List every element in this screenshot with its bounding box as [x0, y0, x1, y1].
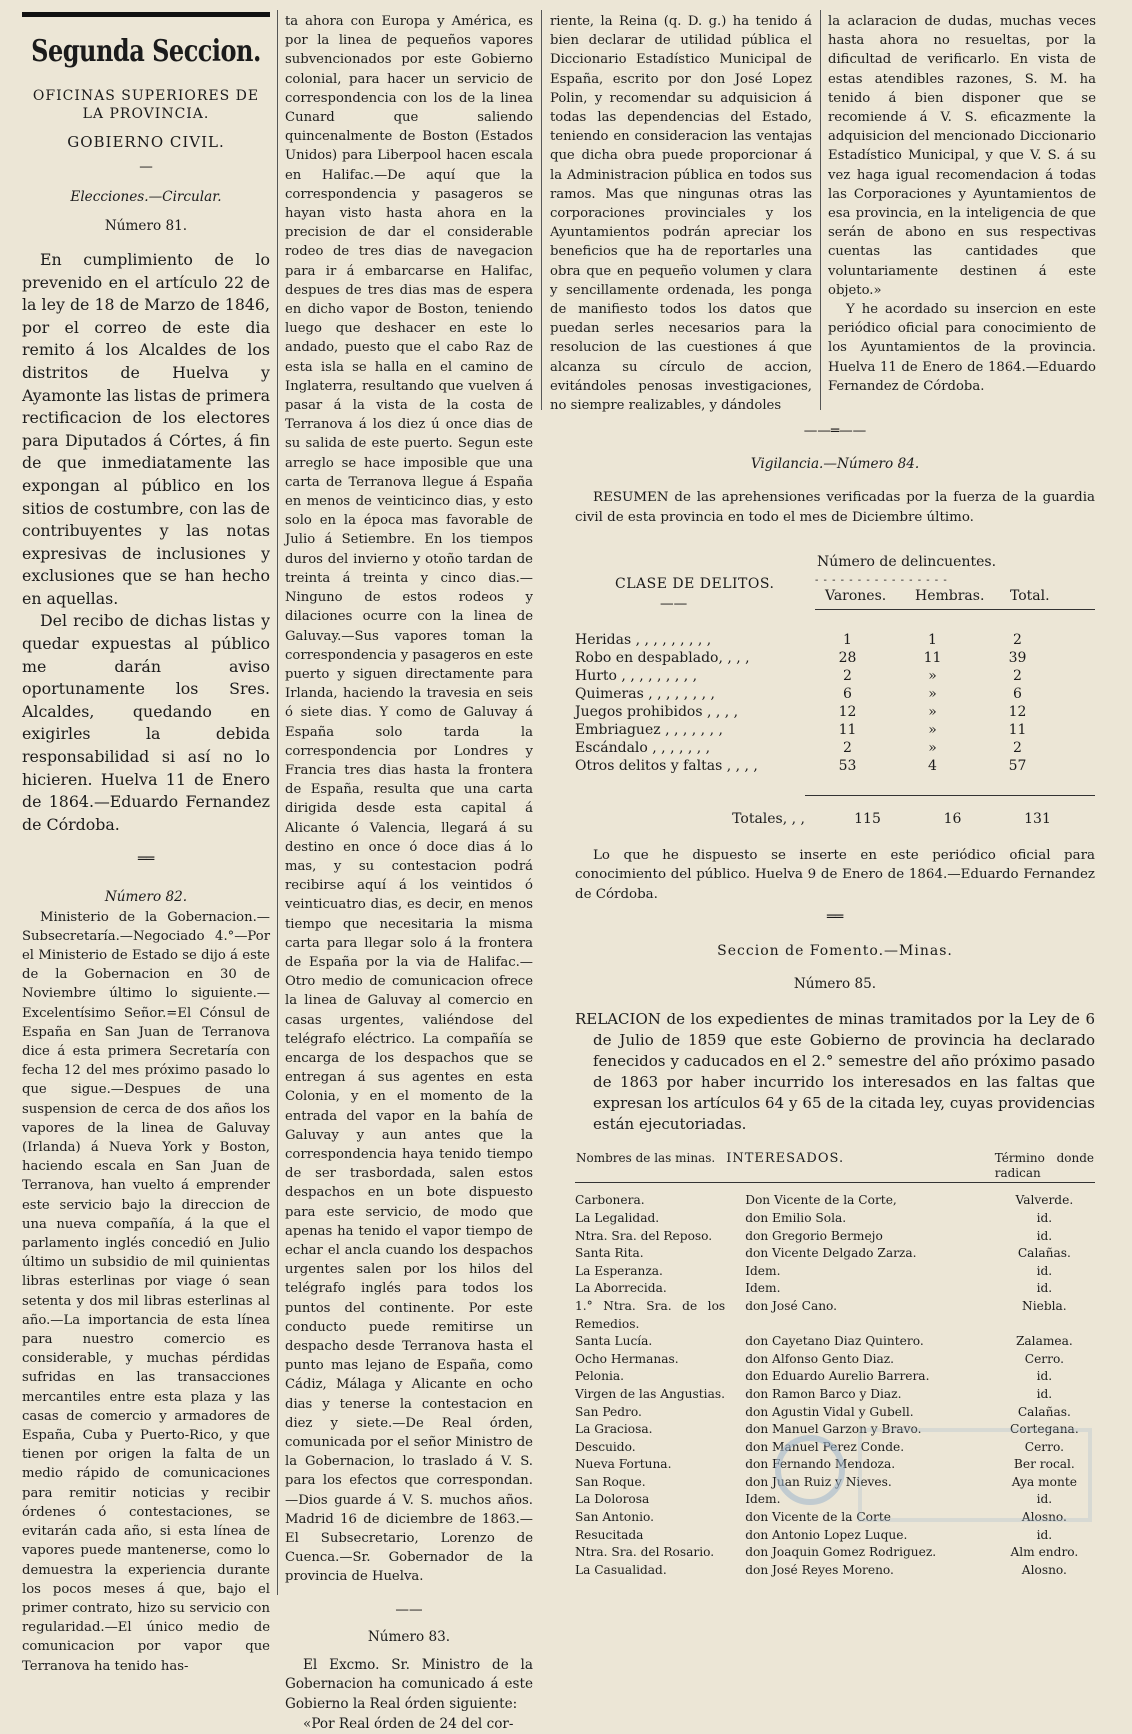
crime-row: [575, 757, 1060, 775]
termino: Valverde.: [1015, 1193, 1074, 1208]
count-varones: 53: [838, 757, 857, 774]
column-3: [550, 12, 812, 415]
fomento-title: Seccion de Fomento.—Minas.: [717, 942, 953, 959]
interesado: don Eduardo Aurelio Barrera.: [745, 1369, 930, 1384]
top-rule: [22, 12, 270, 17]
number-85: Número 85.: [793, 975, 877, 992]
termino: Ber rocal.: [1013, 1457, 1075, 1472]
vigilancia-title: Vigilancia.—Número 84.: [750, 456, 920, 473]
count-total: 2: [1013, 631, 1022, 648]
mine-name: Virgen de las Angustias.: [575, 1386, 725, 1401]
count-hembras: »: [928, 739, 937, 756]
vigilancia-closing: Lo que he dispuesto se inserte en este periódico oficial para conocimiento del público. Huelva 9 de Enero de 1864.—Eduardo Fernandez de Córdoba.: [575, 847, 1095, 902]
heading-oficinas: OFICINAS SUPERIORES DE LA PROVINCIA.: [32, 87, 260, 122]
interesado: don Manuel Garzon y Bravo.: [745, 1422, 922, 1437]
count-varones: 1: [843, 631, 852, 648]
totals-row: [575, 810, 1080, 828]
count-varones: 2: [843, 667, 852, 684]
termino: id.: [1036, 1386, 1053, 1401]
termino: Cerro.: [1024, 1439, 1064, 1454]
crime-label: Otros delitos y faltas , , , ,: [575, 757, 758, 774]
interesado: don Fernando Mendoza.: [745, 1457, 896, 1472]
interesado: don Juan Ruiz y Nieves.: [745, 1474, 892, 1489]
termino: Cortegana.: [1010, 1422, 1079, 1437]
crime-label: Juegos prohibidos , , , ,: [575, 703, 739, 720]
termino: Alosno.: [1021, 1562, 1067, 1577]
interesado: don Emilio Sola.: [745, 1210, 847, 1225]
count-hembras: »: [928, 667, 937, 684]
subheading-elecciones: Elecciones.—Circular.: [70, 188, 222, 205]
termino: Niebla.: [1022, 1298, 1067, 1313]
termino: id.: [1036, 1492, 1053, 1507]
interesado: don Joaquin Gomez Rodriguez.: [745, 1545, 937, 1560]
paragraph: Ministerio de la Gobernacion.—Subsecretaría.—Negociado 4.°—Por el Ministerio de Estado se dijo á este de la Gobernacion en 30 de Noviembre último lo siguiente.—Excelentísimo Señor.=El Cónsul de España en San Juan de Terranova dice á esta primera Secretaría con fecha 12 del mes próximo pasado lo que sigue.—Despues de una suspension de cerca de dos años los vapores de la linea de Galuvay (Irlanda) á Nueva York y Boston, haciendo escala en San Juan de Terranova, han vuelto á emprender este servicio bajo la direccion de una nueva compañía, á la que el parlamento inglés concedió en Julio último un subsidio de mil quinientas libras esterlinas por viage ó sean setenta y dos mil libras esterlinas al año.—La importancia de esta línea para nuestro comercio es considerable, y muchas pérdidas sufridas en las transacciones mercantiles entre esta plaza y las casas de comercio y armadores de España, Cuba y Puerto-Rico, y que tienen por origen la falta de un medio rápido de comunicaciones para remitir noticias y recibir órdenes ó contestaciones, se evitarán cada año, si esta línea de vapores puede mantenerse, como lo demuestra la experiencia durante los pocos meses á que, bajo el primer contrato, hizo su servicio con regularidad.—El único medio de comunicacion por vapor que Terranova ha tenido has-: [22, 909, 270, 1674]
interesado: don Cayetano Diaz Quintero.: [745, 1334, 924, 1349]
column-2: [285, 12, 533, 1734]
count-hembras: 11: [923, 649, 942, 666]
crime-row: [575, 721, 1060, 739]
header-interesados: INTERESADOS.: [726, 1151, 845, 1167]
count-hembras: 1: [928, 631, 937, 648]
interesado: Idem.: [745, 1492, 781, 1507]
header-termino: Término donde radican: [994, 1151, 1094, 1181]
mine-name: La Legalidad.: [575, 1210, 660, 1225]
interesado: don Gregorio Bermejo: [745, 1228, 883, 1243]
interesado: don Vicente Delgado Zarza.: [745, 1246, 917, 1261]
mine-name: San Roque.: [575, 1474, 646, 1489]
header-hembras: Hembras.: [915, 587, 985, 604]
mine-name: Pelonia.: [575, 1369, 624, 1384]
crime-label: Heridas , , , , , , , , ,: [575, 631, 712, 648]
count-total: 57: [1008, 757, 1027, 774]
count-total: 2: [1013, 667, 1022, 684]
count-varones: 11: [838, 721, 857, 738]
total-total: 131: [1024, 810, 1051, 827]
mine-row: [575, 1280, 1095, 1298]
termino: id.: [1036, 1369, 1053, 1384]
heading-gobierno: GOBIERNO CIVIL.: [67, 132, 225, 151]
count-total: 6: [1013, 685, 1022, 702]
mine-name: Nueva Fortuna.: [575, 1457, 672, 1472]
mine-row: [575, 1210, 1095, 1228]
interesado: don Manuel Perez Conde.: [745, 1439, 905, 1454]
count-varones: 28: [838, 649, 857, 666]
paragraph: riente, la Reina (q. D. g.) ha tenido á bien declarar de utilidad pública el Diccionario Estadístico Municipal de España, escrito por don José Lopez Polin, y recomendar su adquisicion á todas las dependencias del Estado, teniendo en consideracion las ventajas que dicha obra puede proporcionar á la Administracion pública en todos sus ramos. Mas que ningunas otras las corporaciones provinciales y los Ayuntamientos podrán apreciar los beneficios que ha de reportarles una obra que en pequeño volumen y clara y sencillamente ordenada, les ponga de manifiesto todos los datos que puedan serles necesarios para la resolucion de las cuestiones á que alcanza su círculo de accion, evitándoles penosas investigaciones, no siempre realizables, y dándoles: [550, 14, 812, 414]
section-title: Segunda Seccion.: [31, 32, 261, 69]
header-rule: [815, 609, 1095, 610]
interesado: don Vicente de la Corte: [745, 1510, 891, 1525]
mine-name: La Graciosa.: [575, 1422, 653, 1437]
count-varones: 6: [843, 685, 852, 702]
crime-row: [575, 631, 1060, 649]
column-rule: [277, 10, 278, 1595]
count-hembras: »: [928, 685, 937, 702]
crime-label: Quimeras , , , , , , , ,: [575, 685, 715, 702]
column-4: [828, 12, 1096, 396]
total-varones: 115: [854, 810, 881, 827]
mine-name: Santa Rita.: [575, 1246, 644, 1261]
mine-row: [575, 1298, 1095, 1333]
divider: ══: [826, 909, 844, 925]
count-varones: 2: [843, 739, 852, 756]
interesado: don Antonio Lopez Luque.: [745, 1527, 908, 1542]
paragraph: En cumplimiento de lo prevenido en el artículo 22 de la ley de 18 de Marzo de 1846, por el correo de este dia remito á los Alcaldes de los distritos de Huelva y Ayamonte las listas de primera rectificacion de los electores para Diputados á Córtes, á fin de que inmediatamente las expongan al público en los sitios de costumbre, con las de contribuyentes y las notas expresivas de inclusiones y exclusiones que se han hecho en aquellas.: [22, 249, 270, 608]
termino: Alosno.: [1021, 1510, 1067, 1525]
crime-label: Robo en despablado, , , ,: [575, 649, 750, 666]
interesado: Idem.: [745, 1281, 781, 1296]
count-total: 39: [1008, 649, 1027, 666]
column-1: [22, 12, 270, 1676]
number-83: Número 83.: [367, 1629, 451, 1646]
header-varones: Varones.: [825, 587, 887, 604]
termino: Calañas.: [1017, 1404, 1071, 1419]
crime-label: Hurto , , , , , , , , ,: [575, 667, 698, 684]
count-total: 2: [1013, 739, 1022, 756]
interesado: don Ramon Barco y Diaz.: [745, 1386, 902, 1401]
total-hembras: 16: [943, 810, 962, 827]
mine-name: San Antonio.: [575, 1510, 654, 1525]
crime-label: Embriaguez , , , , , , ,: [575, 721, 723, 738]
interesado: don José Cano.: [745, 1298, 838, 1313]
crime-row: [575, 703, 1060, 721]
mine-name: La Dolorosa: [575, 1492, 650, 1507]
divider: ——: [395, 1601, 423, 1618]
crime-row: [575, 649, 1060, 667]
count-total: 11: [1008, 721, 1027, 738]
paragraph: la aclaracion de dudas, muchas veces hasta ahora no resueltas, por la dificultad de verificarlo. En vista de estas atendibles razones, S. M. ha tenido á bien disponer que se recomiende á V. S. eficazmente la adquisicion del mencionado Diccionario Estadístico Municipal, y que V. S. á su vez haga igual recomendacion á todas las Corporaciones y Ayuntamientos de esa provincia, en la inteligencia de que serán de abono en sus respectivas cuentas las cantidades que voluntariamente destinen á este objeto.»: [828, 14, 1096, 298]
mine-name: 1.° Ntra. Sra. de los Remedios.: [575, 1298, 726, 1331]
count-hembras: »: [928, 721, 937, 738]
mine-row: [575, 1263, 1095, 1281]
crime-label: Escándalo , , , , , , ,: [575, 739, 711, 756]
crime-row: [575, 739, 1060, 757]
interesado: Don Vicente de la Corte,: [745, 1193, 897, 1208]
mine-name: Carbonera.: [575, 1193, 645, 1208]
paragraph: Y he acordado su insercion en este periódico oficial para conocimiento de los Ayuntamientos de la provincia. Huelva 11 de Enero de 1864.—Eduardo Fernandez de Córdoba.: [828, 302, 1096, 394]
termino: Aya monte: [1011, 1474, 1077, 1489]
watermark-stamp: [770, 1360, 1100, 1570]
clase-dash: ——: [660, 595, 688, 612]
crime-table: [575, 631, 1060, 775]
mine-row: [575, 1192, 1095, 1210]
divider: ——═——: [803, 423, 867, 439]
mine-name: La Esperanza.: [575, 1263, 663, 1278]
paragraph: Del recibo de dichas listas y quedar expuestas al público me darán aviso oportunamente los Sres. Alcaldes, quedando en exigirles la debida responsabilidad si así no lo hicieren. Huelva 11 de Enero de 1864.—Eduardo Fernandez de Córdoba.: [22, 611, 270, 834]
header-total: Total.: [1010, 587, 1050, 604]
mine-name: Santa Lucía.: [575, 1334, 653, 1349]
number-81: Número 81.: [104, 218, 188, 235]
column-rule: [541, 10, 542, 410]
termino: Alm endro.: [1010, 1545, 1079, 1560]
interesado: Idem.: [745, 1263, 781, 1278]
count-total: 12: [1008, 703, 1027, 720]
mine-name: La Aborrecida.: [575, 1281, 667, 1296]
count-hembras: »: [928, 703, 937, 720]
termino: id.: [1036, 1263, 1053, 1278]
interesado: don Alfonso Gento Diaz.: [745, 1351, 895, 1366]
termino: Calañas.: [1017, 1246, 1071, 1261]
number-82: Número 82.: [104, 889, 188, 905]
mine-name: Ntra. Sra. del Rosario.: [575, 1545, 715, 1560]
relacion-text: RELACION de los expedientes de minas tramitados por la Ley de 6 de Julio de 1859 que este Gobierno de provincia ha declarado fenecidos y caducados en el 2.° semestre del año próximo pasado de 1863 por haber incurrido los interesados en las faltas que expresan los artículos 64 y 65 de la citada ley, cuyas providencias están ejecutoriadas.: [575, 1010, 1095, 1134]
mine-row: [575, 1245, 1095, 1263]
header-nombres: Nombres de las minas.: [576, 1151, 716, 1166]
termino: id.: [1036, 1210, 1053, 1225]
divider: ══: [137, 851, 155, 868]
mine-row: [575, 1333, 1095, 1351]
count-varones: 12: [838, 703, 857, 720]
crime-table-header: [575, 541, 1095, 631]
dotted-rule: - - - - - - - - - - - - - - - -: [815, 574, 948, 586]
termino: id.: [1036, 1527, 1053, 1542]
totals-rule: [805, 795, 1095, 796]
totals-label: Totales, , ,: [732, 810, 805, 827]
mine-name: La Casualidad.: [575, 1562, 667, 1577]
mine-name: Resucitada: [575, 1527, 644, 1542]
mine-name: San Pedro.: [575, 1404, 642, 1419]
interesado: don Agustin Vidal y Gubell.: [745, 1404, 914, 1419]
mine-name: Descuido.: [575, 1439, 636, 1454]
mine-name: Ocho Hermanas.: [575, 1351, 679, 1366]
clase-header: CLASE DE DELITOS.: [615, 575, 775, 592]
paragraph: El Excmo. Sr. Ministro de la Gobernacion ha comunicado á este Gobierno la Real órden siguiente:: [285, 1656, 533, 1713]
column-rule: [820, 10, 821, 410]
termino: id.: [1036, 1281, 1053, 1296]
numero-delincuentes-header: Número de delincuentes.: [817, 553, 997, 570]
paragraph: «Por Real órden de 24 del cor-: [303, 1715, 514, 1732]
interesado: don José Reyes Moreno.: [745, 1562, 894, 1577]
vigilancia-section: [575, 422, 1095, 918]
count-hembras: 4: [928, 757, 937, 774]
resumen-text: RESUMEN de las aprehensiones verificadas por la fuerza de la guardia civil de esta provincia en todo el mes de Diciembre último.: [575, 490, 1095, 525]
termino: id.: [1036, 1228, 1053, 1243]
termino: Cerro.: [1024, 1351, 1064, 1366]
mine-row: [575, 1228, 1095, 1246]
divider: —: [139, 159, 153, 176]
mines-header-rule: [575, 1182, 1095, 1183]
crime-row: [575, 667, 1060, 685]
paragraph: ta ahora con Europa y América, es por la linea de pequeños vapores subvencionados por este Gobierno colonial, para hacer un servicio de correspondencia con los de la linea Cunard que saliendo quincenalmente de Boston (Estados Unidos) para Liberpool hacen escala en Halifac.—De aquí que la correspondencia y pasageros se hayan visto hasta ahora en la precision de dar el considerable rodeo de tres dias de navegacion para ir á embarcarse en Halifac, despues de tres dias mas de espera en dicho vapor de Boston, teniendo luego que deshacer en este lo andado, puesto que el cabo Raz de esta isla se halla en el camino de Inglaterra, resultando que vuelven á pasar á la vista de la costa de Terranova á los diez ú once dias de su salida de este puerto. Segun este arreglo se hace imposible que una carta de Terranova llegue á España en menos de veinticinco dias, y esto solo en la época mas favorable de Julio á Setiembre. En los tiempos duros del invierno y otoño tardan de treinta á treinta y cinco dias.—Ninguno de estos rodeos y dilaciones ocurre con la linea de Galuvay.—Sus vapores toman la correspondencia y pasageros en este puerto y siguen directamente para Irlanda, haciendo la travesia en seis ó siete dias. Y como de Galuvay á España solo tarda la correspondencia por Londres y Francia tres dias hasta la frontera de España, resulta que una carta dirigida desde esta capital á Alicante ó Valencia, llegará á su destino en once ó doce dias á lo mas, y su contestacion podrá recibirse aquí á los veintidos ó veinticuatro dias, es decir, en menos tiempo que necesitaria la misma carta para llegar solo á la frontera de España por la via de Halifac.—Otro medio de comunicacion ofrece la linea de Galuvay al comercio en casas urgentes, valiéndose del telégrafo eléctrico. La compañía se encarga de los despachos que se entregan á sus agentes en esta Colonia, y en el momento de la entrada del vapor en la bahía de Galuvay y aun antes que la correspondencia haya tenido tiempo de ser trasbordada, salen estos despachos en un bote dispuesto para este servicio, de modo que apenas ha tenido el vapor tiempo de echar el ancla cuando los despachos urgentes salen por los hilos del telégrafo inglés para todos los puntos del continente. Por este conducto puede remitirse un despacho desde Terranova hasta el punto mas lejano de España, como Cádiz, Málaga y Alicante en ocho dias y tenerse la contestacion en diez y siete.—De Real órden, comunicada por el señor Ministro de la Gobernacion, lo traslado á V. S. para los efectos que correspondan.—Dios guarde á V. S. muchos años. Madrid 16 de diciembre de 1863.—El Subsecretario, Lorenzo de Cuenca.—Sr. Gobernador de la provincia de Huelva.: [285, 14, 533, 1585]
mine-name: Ntra. Sra. del Reposo.: [575, 1228, 713, 1243]
crime-row: [575, 685, 1060, 703]
termino: Zalamea.: [1015, 1334, 1073, 1349]
